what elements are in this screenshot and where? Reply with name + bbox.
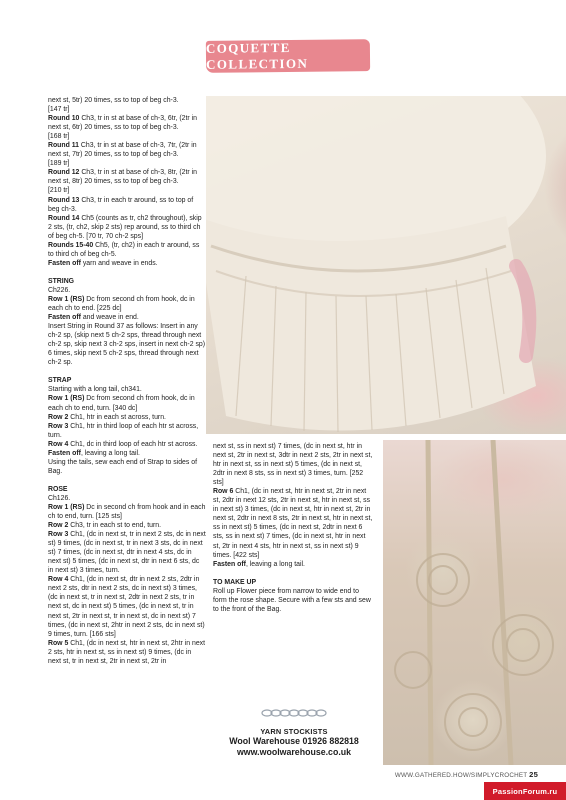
round-count: [189 tr] (48, 160, 70, 168)
section-banner (206, 39, 370, 73)
page-footer (386, 770, 538, 779)
rose-row-5-continued: next st, ss in next st) 7 times, (dc in next st, htr in next st, 2tr in next st, 3dtr in next 2 sts, 2tr in next st, htr in next st, ss in next st) 5 times, (dc in next st, 2dtr in next 8 sts, ss in next st) 3 times, turn. [252 sts] (213, 443, 373, 487)
rose-illustration (383, 440, 566, 765)
rose-row-2: Row 2 Ch3, tr in each st to end, turn. (48, 522, 161, 530)
round-14: Round 14 Ch5 (counts as tr, ch2 throughout), skip 2 sts, (tr, ch2, skip 2 sts) rep around, ss to third ch of beg ch-5. [70 tr, 70 ch-2 sps] (48, 214, 202, 240)
string-fasten-off: Fasten off and weave in end. (48, 314, 139, 322)
make-up-text: Roll up Flower piece from narrow to wide end to form the rose shape. Secure with a few sts and sew to the front of the Bag. (213, 587, 371, 613)
round-10: Round 10 Ch3, tr in st at base of ch-3, 6tr, (2tr in next st, 6tr) 20 times, ss to top of beg ch-3. (48, 115, 197, 132)
strap-row-3: Row 3 Ch1, htr in third loop of each htr st across, turn. (48, 422, 199, 439)
make-up-heading: TO MAKE UP (213, 578, 257, 586)
round-11: Round 11 Ch3, tr in st at base of ch-3, 7tr, (2tr in next st, 7tr) 20 times, ss to top of beg ch-3. (48, 142, 197, 159)
rose-row-3: Row 3 Ch1, (dc in next st, tr in next 2 sts, dc in next st) 9 times, (dc in next st, tr in next 3 sts, dc in next st) 7 times, (dc in next st, dtr in next 4 sts, dc in next st) 5 times, (dc in next st, dtr in next 6 sts, dc in next st) 3 times, turn. (48, 531, 206, 575)
strap-row-1: Row 1 (RS) Dc from second ch from hook, dc in each ch to end, turn. [340 dc] (48, 395, 195, 412)
stockists-title: YARN STOCKISTS (260, 727, 328, 736)
pattern-column-left (48, 96, 206, 666)
stockist-phone: Wool Warehouse 01926 882818 (229, 736, 359, 746)
rose-fasten-off: Fasten off, leaving a long tail. (213, 560, 305, 568)
round-12: Round 12 Ch3, tr in st at base of ch-3, 8tr, (2tr in next st, 8tr) 20 times, ss to top of beg ch-3. (48, 169, 197, 186)
pattern-column-middle (213, 442, 373, 614)
strap-row-2: Row 2 Ch1, htr in each st across, turn. (48, 413, 166, 421)
string-insert: Insert String in Round 37 as follows: Insert in any ch-2 sp, (skip next 5 ch-2 sps, thread through next ch-2 sp, skip next 3 ch-2 sps, insert in next ch-2 sp) 6 times, skip next 5 ch-2 sps, thread through next ch-2 sp. (48, 323, 206, 367)
rose-heading: ROSE (48, 485, 68, 493)
watermark-text: PassionForum.ru (492, 786, 558, 796)
text-line: next st, 5tr) 20 times, ss to top of beg ch-3. (48, 97, 179, 104)
bag-photo (206, 96, 566, 434)
rose-row-1: Row 1 (RS) Dc in second ch from hook and in each ch to end, turn. [125 sts] (48, 503, 206, 521)
banner-title: COQUETTE COLLECTION (205, 39, 309, 72)
strap-note: Using the tails, sew each end of Strap to sides of Bag. (48, 458, 197, 475)
rose-row-6: Row 6 Ch1, (dc in next st, htr in next st, 2tr in next st, 2dtr in next 12 sts, 2tr in next st, htr in next st, ss in next st) 3 times, (dc in next st, htr in next st, 2tr in next st, 2dtr in next 8 sts, 2tr in next st, htr in next st, ss in next st) 5 times, (dc in next st, 2dtr in next 6 sts, ss in next st) 7 times, (dc in next st, htr in next st, 2tr in next 4 sts, htr in next st, ss in next st) 9 times. [422 sts] (213, 488, 373, 559)
round-count: [210 tr] (48, 187, 70, 195)
stockist-website[interactable]: www.woolwarehouse.co.uk (236, 747, 352, 757)
round-13: Round 13 Ch3, tr in each tr around, ss to top of beg ch-3. (48, 196, 194, 213)
rose-row-5: Row 5 Ch1, (dc in next st, htr in next st, 2htr in next 2 sts, htr in next st, ss in next st) 9 times, (dc in next st, tr in next st, 2tr in next st, 2tr in (48, 639, 206, 665)
round-count: [168 tr] (48, 133, 70, 141)
rose-detail-photo (383, 440, 566, 765)
footer-url: WWW.GATHERED.HOW/SIMPLYCROCHET (394, 772, 528, 779)
rose-row-4: Row 4 Ch1, (dc in next st, dtr in next 2 sts, 2dtr in next 2 sts, dtr in next 2 sts, dc in next st) 3 times, (dc in next st, tr in next st, 2dtr in next 2 sts, tr in next st, dc in next st) 5 times, (dc in next st, tr in next st, 2tr in next st, tr in next st, dc in next st) 7 times, (dc in next st, 2htr in next 2 sts, dc in next st) 9 times, turn. [166 sts] (48, 576, 205, 638)
string-intro: Ch226. (48, 286, 71, 294)
string-heading: STRING (48, 277, 75, 285)
strap-row-4: Row 4 Ch1, dc in third loop of each htr st across. (48, 440, 198, 448)
string-row-1: Row 1 (RS) Dc from second ch from hook, dc in each ch to end. [225 dc] (48, 295, 195, 313)
crochet-chain-icon (259, 708, 329, 718)
rose-intro: Ch126. (48, 494, 71, 502)
strap-fasten-off: Fasten off, leaving a long tail. (48, 449, 140, 457)
page-number: 25 (529, 770, 538, 779)
text-line: [147 tr] (48, 106, 70, 114)
rounds-15-40: Rounds 15-40 Ch5, (tr, ch2) in each tr around, ss to third ch of beg ch-5. (48, 241, 200, 258)
strap-intro: Starting with a long tail, ch341. (48, 386, 142, 394)
strap-heading: STRAP (48, 377, 72, 385)
fasten-off: Fasten off yarn and weave in ends. (48, 259, 158, 267)
bag-illustration (206, 96, 566, 434)
yarn-stockists (213, 708, 375, 758)
watermark-badge (484, 782, 566, 800)
